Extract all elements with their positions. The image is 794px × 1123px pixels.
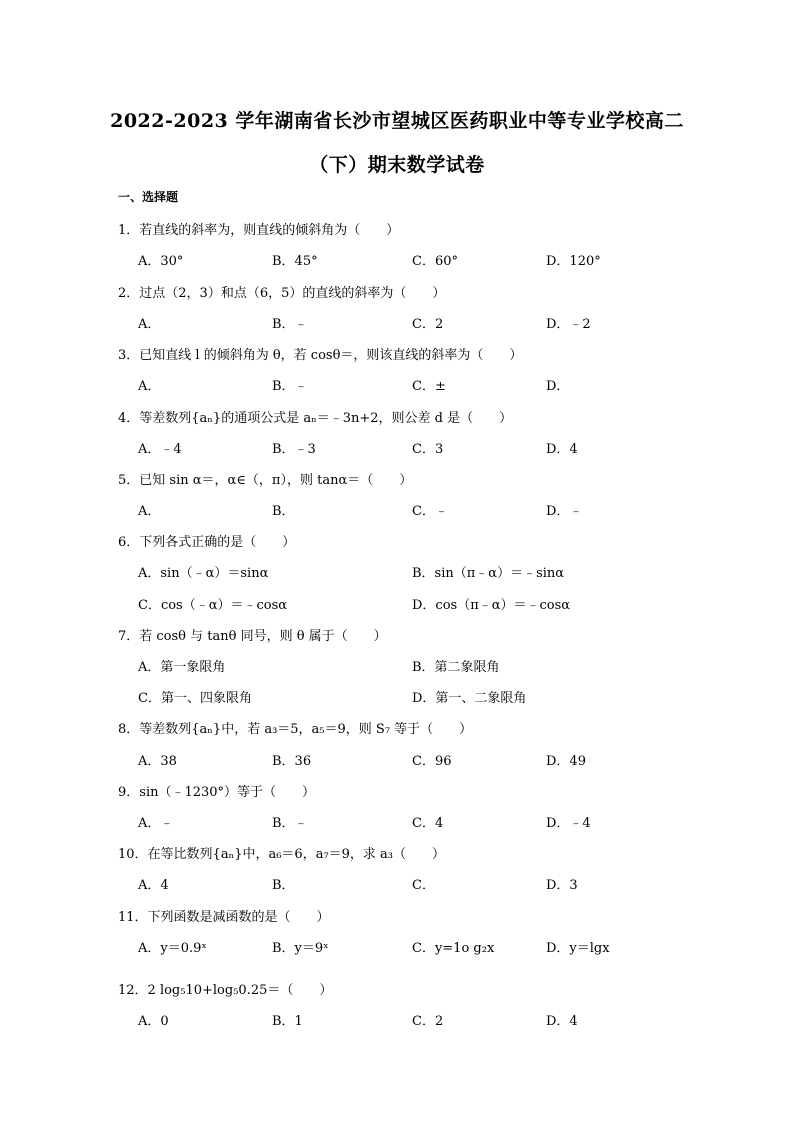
question-1-option-d: D．120° xyxy=(546,254,601,269)
question-9-option-b: B．﹣ xyxy=(272,816,308,831)
exam-title-line-2: （下）期末数学试卷 xyxy=(309,154,485,176)
question-8-option-d: D．49 xyxy=(546,754,586,769)
question-5-option-a: A． xyxy=(138,504,161,519)
question-6-option-c: C．cos（﹣α）＝﹣cosα xyxy=(138,598,288,613)
question-2-option-c: C．2 xyxy=(412,317,444,332)
question-3-option-c: C．± xyxy=(412,379,446,394)
question-2-option-b: B．﹣ xyxy=(272,317,308,332)
question-6-stem: 6．下列各式正确的是（ ） xyxy=(118,535,296,550)
question-9-stem: 9．sin（﹣1230°）等于（ ） xyxy=(118,785,316,800)
question-10-option-d: D．3 xyxy=(546,878,578,893)
question-11-stem: 11．下列函数是减函数的是（ ） xyxy=(118,910,330,925)
question-12-stem: 12．2 log₅10+log₅0.25＝（ ） xyxy=(118,983,333,998)
question-8-stem: 8．等差数列{aₙ}中，若 a₃＝5，a₅＝9，则 S₇ 等于（ ） xyxy=(118,722,473,737)
question-8-option-a: A．38 xyxy=(138,754,177,769)
question-9-option-a: A．﹣ xyxy=(138,816,174,831)
question-5-option-d: D．﹣ xyxy=(546,504,583,519)
question-12-option-c: C．2 xyxy=(412,1014,444,1029)
question-1-stem: 1．若直线的斜率为，则直线的倾斜角为（ ） xyxy=(118,223,400,238)
question-7-option-c: C．第一、四象限角 xyxy=(138,691,252,706)
question-1-option-a: A．30° xyxy=(138,254,184,269)
question-2-stem: 2．过点（2，3）和点（6，5）的直线的斜率为（ ） xyxy=(118,286,446,301)
question-4-option-a: A．﹣4 xyxy=(138,442,182,457)
question-5-option-b: B． xyxy=(272,504,295,519)
question-12-option-d: D．4 xyxy=(546,1014,578,1029)
question-5-option-c: C．﹣ xyxy=(412,504,448,519)
question-10-option-a: A．4 xyxy=(138,878,169,893)
section-heading: 一、选择题 xyxy=(118,190,179,204)
exam-title-line-1: 2022-2023 学年湖南省长沙市望城区医药职业中等专业学校高二 xyxy=(110,110,684,132)
question-6-option-a: A．sin（﹣α）＝sinα xyxy=(138,566,269,581)
question-3-option-b: B．﹣ xyxy=(272,379,308,394)
question-4-stem: 4．等差数列{aₙ}的通项公式是 aₙ＝﹣3n+2，则公差 d 是（ ） xyxy=(118,411,513,426)
question-1-option-c: C．60° xyxy=(412,254,458,269)
question-8-option-c: C．96 xyxy=(412,754,452,769)
question-12-option-b: B．1 xyxy=(272,1014,303,1029)
question-2-option-d: D．﹣2 xyxy=(546,317,591,332)
question-7-option-d: D．第一、二象限角 xyxy=(412,691,527,706)
question-3-option-a: A． xyxy=(138,379,161,394)
question-6-option-b: B．sin（π﹣α）＝﹣sinα xyxy=(412,566,565,581)
question-11-option-c: C．y=1o g₂x xyxy=(412,941,495,956)
question-4-option-b: B．﹣3 xyxy=(272,442,316,457)
question-1-option-b: B．45° xyxy=(272,254,318,269)
question-11-option-d: D．y＝lgx xyxy=(546,941,610,956)
question-10-option-c: C． xyxy=(412,878,435,893)
question-3-stem: 3．已知直线 l 的倾斜角为 θ，若 cosθ＝，则该直线的斜率为（ ） xyxy=(118,348,523,363)
question-7-option-a: A．第一象限角 xyxy=(138,660,226,675)
question-12-option-a: A．0 xyxy=(138,1014,169,1029)
question-10-option-b: B． xyxy=(272,878,295,893)
question-4-option-d: D．4 xyxy=(546,442,578,457)
question-7-stem: 7．若 cosθ 与 tanθ 同号，则 θ 属于（ ） xyxy=(118,629,387,644)
question-9-option-c: C．4 xyxy=(412,816,444,831)
question-4-option-c: C．3 xyxy=(412,442,444,457)
question-10-stem: 10．在等比数列{aₙ}中，a₆＝6，a₇＝9，求 a₃（ ） xyxy=(118,847,446,862)
question-5-stem: 5．已知 sin α＝，α∈（，π），则 tanα＝（ ） xyxy=(118,473,413,488)
question-6-option-d: D．cos（π﹣α）＝﹣cosα xyxy=(412,598,571,613)
question-11-option-b: B．y＝9ˣ xyxy=(272,941,329,956)
question-3-option-d: D． xyxy=(546,379,570,394)
question-11-option-a: A．y＝0.9ˣ xyxy=(138,941,207,956)
question-9-option-d: D．﹣4 xyxy=(546,816,591,831)
question-7-option-b: B．第二象限角 xyxy=(412,660,500,675)
question-8-option-b: B．36 xyxy=(272,754,312,769)
question-2-option-a: A． xyxy=(138,317,161,332)
